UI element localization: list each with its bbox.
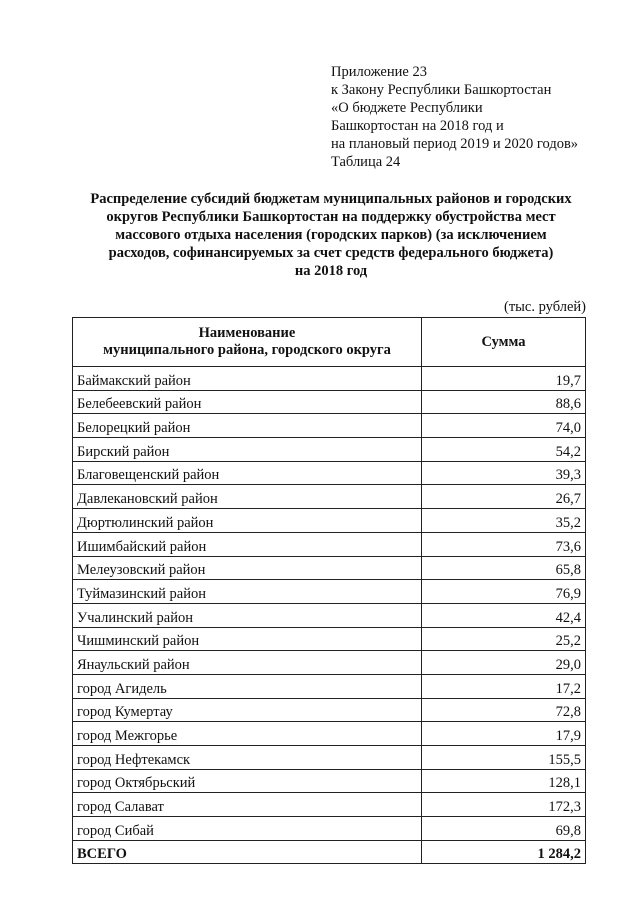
title-line: округов Республики Башкортостан на поддержку обустройства мест [106, 209, 556, 225]
column-header-name [73, 318, 422, 367]
appendix-line: Приложение 23 [331, 64, 427, 80]
municipality-name: Учалинский район [73, 603, 422, 627]
table-row-total [73, 840, 586, 864]
municipality-name: город Салават [73, 793, 422, 817]
subsidy-amount: 72,8 [422, 698, 586, 722]
municipality-name: Туймазинский район [73, 580, 422, 604]
column-header-sum: Сумма [422, 318, 586, 367]
appendix-line: на плановый период 2019 и 2020 годов» [331, 136, 579, 152]
subsidy-amount: 74,0 [422, 414, 586, 438]
table-row [73, 651, 586, 675]
municipality-name: город Кумертау [73, 698, 422, 722]
appendix-line: Таблица 24 [331, 154, 401, 170]
header-name-line: муниципального района, городского округа [103, 342, 391, 358]
table-row [73, 817, 586, 841]
title-line: расходов, софинансируемых за счет средств федерального бюджета) [108, 245, 554, 261]
municipality-name: Давлекановский район [73, 485, 422, 509]
table-row [73, 414, 586, 438]
title-line: Распределение субсидий бюджетам муниципальных районов и городских [90, 191, 572, 207]
table-row [73, 367, 586, 391]
subsidy-amount: 88,6 [422, 390, 586, 414]
table-row [73, 509, 586, 533]
municipality-name: Белебеевский район [73, 390, 422, 414]
subsidy-amount: 65,8 [422, 556, 586, 580]
subsidy-amount: 73,6 [422, 532, 586, 556]
table-row [73, 461, 586, 485]
subsidy-amount: 25,2 [422, 627, 586, 651]
appendix-line: Башкортостан на 2018 год и [331, 118, 504, 134]
table-row [73, 580, 586, 604]
title-line: массового отдыха населения (городских парков) (за исключением [115, 227, 547, 243]
total-label: ВСЕГО [73, 840, 422, 864]
title-line: на 2018 год [294, 263, 368, 279]
municipality-name: Благовещенский район [73, 461, 422, 485]
appendix-line: «О бюджете Республики [331, 100, 483, 116]
table-row [73, 603, 586, 627]
appendix-line: к Закону Республики Башкортостан [331, 82, 552, 98]
municipality-name: город Октябрьский [73, 769, 422, 793]
subsidy-amount: 39,3 [422, 461, 586, 485]
subsidy-amount: 35,2 [422, 509, 586, 533]
municipality-name: город Сибай [73, 817, 422, 841]
subsidy-amount: 17,2 [422, 674, 586, 698]
table-row [73, 746, 586, 770]
table-row [73, 390, 586, 414]
municipality-name: город Нефтекамск [73, 746, 422, 770]
municipality-name: Ишимбайский район [73, 532, 422, 556]
table-row [73, 438, 586, 462]
municipality-name: Белорецкий район [73, 414, 422, 438]
subsidy-amount: 19,7 [422, 367, 586, 391]
municipality-name: Чишминский район [73, 627, 422, 651]
table-header-row [73, 318, 586, 367]
table-row [73, 698, 586, 722]
table-row [73, 627, 586, 651]
units-label: (тыс. рублей) [504, 299, 586, 315]
subsidy-amount: 17,9 [422, 722, 586, 746]
table-row [73, 556, 586, 580]
subsidy-amount: 42,4 [422, 603, 586, 627]
subsidy-amount: 172,3 [422, 793, 586, 817]
municipality-name: Баймакский район [73, 367, 422, 391]
header-name-line: Наименование [198, 325, 296, 341]
subsidy-amount: 26,7 [422, 485, 586, 509]
document-title [60, 190, 602, 280]
table-row [73, 769, 586, 793]
municipality-name: город Межгорье [73, 722, 422, 746]
table-row [73, 674, 586, 698]
subsidy-table [72, 317, 586, 864]
total-sum: 1 284,2 [422, 840, 586, 864]
municipality-name: Дюртюлинский район [73, 509, 422, 533]
subsidy-amount: 29,0 [422, 651, 586, 675]
municipality-name: Бирский район [73, 438, 422, 462]
table-row [73, 532, 586, 556]
subsidy-amount: 69,8 [422, 817, 586, 841]
table-body [73, 367, 586, 864]
municipality-name: Янаульский район [73, 651, 422, 675]
table-row [73, 722, 586, 746]
municipality-name: город Агидель [73, 674, 422, 698]
appendix-reference [331, 63, 578, 171]
subsidy-amount: 128,1 [422, 769, 586, 793]
municipality-name: Мелеузовский район [73, 556, 422, 580]
subsidy-amount: 155,5 [422, 746, 586, 770]
subsidy-amount: 76,9 [422, 580, 586, 604]
table-row [73, 793, 586, 817]
table-row [73, 485, 586, 509]
subsidy-amount: 54,2 [422, 438, 586, 462]
